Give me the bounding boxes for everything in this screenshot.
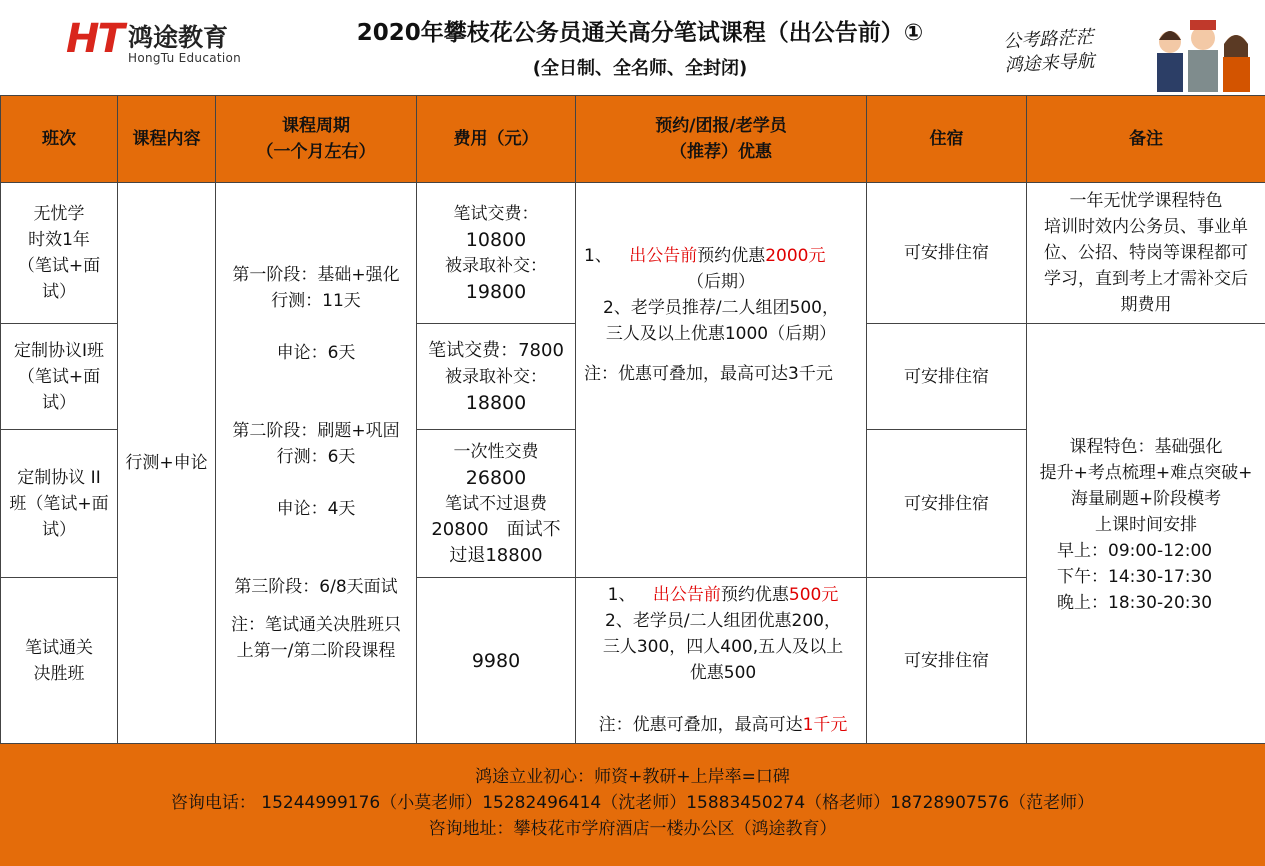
period-line: 上第一/第二阶段课程: [236, 641, 396, 661]
header-discount-line-2: （推荐）优惠: [670, 142, 772, 162]
class-cell: [1, 578, 118, 744]
lodging-cell: 可安排住宿: [867, 324, 1027, 430]
remark-line: 一年无忧学课程特色: [1069, 191, 1223, 211]
header-period-line-1: 课程周期: [282, 116, 350, 136]
offer-line: （后期）: [687, 272, 755, 292]
period-line: 第三阶段：6/8天面试: [234, 577, 398, 597]
remark-line: 下午：14:30-17:30: [1057, 567, 1213, 587]
header-content: 课程内容: [118, 96, 216, 183]
period-line: 申论：6天: [276, 343, 356, 363]
page-title: 2020年攀枝花公务员通关高分笔试课程（出公告前）①: [356, 20, 924, 46]
lodging-cell: 可安排住宿: [867, 578, 1027, 744]
offer-line: 2、老学员/二人组团优惠200，: [605, 611, 841, 631]
class-line: 定制协议 II: [17, 467, 101, 488]
fee-line: 26800: [465, 466, 527, 489]
fee-line: 10800: [465, 229, 527, 251]
offer-note-amount: 1千元: [802, 715, 848, 735]
fee-line: 20800 面试不: [431, 518, 561, 540]
offer-note: [582, 712, 864, 738]
offer-line: 三人300，四人400,五人及以上: [602, 637, 844, 657]
period-line: 注：笔试通关决胜班只: [231, 615, 401, 635]
class-cell: [1, 324, 118, 430]
page-footer: [0, 744, 1265, 866]
discount-cell-2: [576, 578, 867, 744]
lodging-cell: 可安排住宿: [867, 183, 1027, 324]
slogan-line-2: 鸿途来导航: [1004, 50, 1096, 77]
remark-line: 期费用: [1120, 295, 1172, 315]
remark-cell-2: [1027, 324, 1265, 744]
page-subtitle: (全日制、全名师、全封闭): [532, 58, 748, 79]
offer-line: [582, 582, 864, 608]
course-table: [0, 95, 1265, 744]
class-line: 班（笔试+面: [9, 493, 109, 514]
period-line: 第一阶段：基础+强化: [232, 265, 400, 285]
fee-cell: [417, 183, 576, 324]
page-header: [0, 0, 1265, 96]
class-line: （笔试+面: [17, 256, 101, 276]
brand-english-name: HongTu Education: [128, 51, 242, 65]
fee-line: 被录取补交：: [445, 366, 547, 387]
class-line: 试）: [42, 519, 76, 540]
fee-line: 过退18800: [449, 544, 543, 566]
offer-amount: 2000元: [765, 246, 826, 266]
remark-line: 海量刷题+阶段模考: [1070, 489, 1222, 509]
fee-line: 一次性交费: [453, 441, 539, 462]
footer-motto: 鸿途立业初心：师资+教研+上岸率=口碑: [475, 767, 790, 787]
slogan-line-1: 公考路茫茫: [1002, 26, 1094, 53]
remark-line: 上课时间安排: [1095, 515, 1197, 535]
remark-line: 提升+考点梳理+难点突破+: [1039, 463, 1253, 483]
offer-text: 预约优惠: [697, 246, 766, 266]
fee-line: 18800: [465, 391, 527, 414]
fee-line: 笔试不过退费: [445, 493, 547, 514]
fee-line: 19800: [465, 281, 527, 303]
fee-line: 笔试交费：7800: [428, 339, 564, 361]
offer-line: 2、老学员推荐/二人组团500，: [603, 298, 839, 318]
class-line: 定制协议I班: [13, 340, 104, 361]
header-period-line-2: （一个月左右）: [256, 142, 376, 162]
class-line: 无忧学: [33, 204, 85, 224]
fee-line: 被录取补交：: [445, 256, 547, 276]
period-cell: [216, 183, 417, 744]
offer-note-text: 注：优惠可叠加，最高可达: [598, 715, 803, 735]
remark-line: 学习，直到考上才需补交后: [1044, 269, 1248, 289]
footer-address: 咨询地址：攀枝花市学府酒店一楼办公区（鸿途教育）: [428, 819, 837, 839]
class-cell: [1, 183, 118, 324]
fee-line: 笔试交费：: [453, 204, 539, 224]
table-header-row: [1, 96, 1265, 183]
remark-line: 晚上：18:30-20:30: [1057, 593, 1213, 613]
header-discount: [576, 96, 867, 183]
header-remark: 备注: [1027, 96, 1265, 183]
class-line: 时效1年: [28, 230, 90, 250]
header-period: [216, 96, 417, 183]
brand-name: 鸿途教育: [128, 23, 229, 52]
content-cell: 行测+申论: [118, 183, 216, 744]
header-discount-line-1: 预约/团报/老学员: [655, 116, 787, 136]
header-fee: 费用（元）: [417, 96, 576, 183]
offer-line: [578, 243, 864, 269]
class-line: 试）: [42, 282, 76, 302]
fee-cell: [417, 324, 576, 430]
fee-cell: [417, 430, 576, 578]
discount-cell-1: [576, 183, 867, 578]
offer-text: 预约优惠: [720, 585, 789, 605]
class-line: 笔试通关: [25, 637, 93, 658]
class-line: 决胜班: [33, 663, 85, 684]
lodging-cell: 可安排住宿: [867, 430, 1027, 578]
class-cell: [1, 430, 118, 578]
remark-line: 位、公招、特岗等课程都可: [1044, 243, 1248, 263]
offer-index: 1、: [607, 585, 636, 605]
offer-note: 注：优惠可叠加，最高可达3千元: [584, 364, 833, 384]
slogan: [1003, 26, 1095, 79]
fee-cell: 9980: [417, 578, 576, 744]
class-line: 试）: [42, 392, 76, 413]
period-line: 行测：11天: [271, 291, 361, 311]
remark-cell-1: [1027, 183, 1265, 324]
logo-mark: HT: [66, 16, 123, 62]
offer-amount: 500元: [788, 585, 839, 605]
period-line: 第二阶段：刷题+巩固: [232, 421, 400, 441]
offer-highlight: 出公告前: [652, 585, 721, 605]
offer-line: 三人及以上优惠1000（后期）: [605, 324, 837, 344]
period-line: 行测：6天: [276, 447, 356, 467]
offer-highlight: 出公告前: [629, 246, 698, 266]
brand-logo: [66, 14, 266, 74]
class-line: （笔试+面: [17, 366, 101, 387]
remark-line: 课程特色：基础强化: [1069, 437, 1223, 457]
header-class: 班次: [1, 96, 118, 183]
header-lodging: 住宿: [867, 96, 1027, 183]
footer-phone: 咨询电话： 15244999176（小莫老师）15282496414（沈老师）15883450274（格老师）18728907576（范老师）: [170, 793, 1095, 813]
offer-line: 优惠500: [689, 663, 757, 683]
people-illustration-icon: [1148, 8, 1260, 92]
remark-line: 早上：09:00-12:00: [1057, 541, 1213, 561]
remark-line: 培训时效内公务员、事业单: [1044, 217, 1248, 237]
period-line: 申论：4天: [276, 499, 356, 519]
table-row: [1, 183, 1265, 324]
offer-index: 1、: [584, 246, 612, 266]
